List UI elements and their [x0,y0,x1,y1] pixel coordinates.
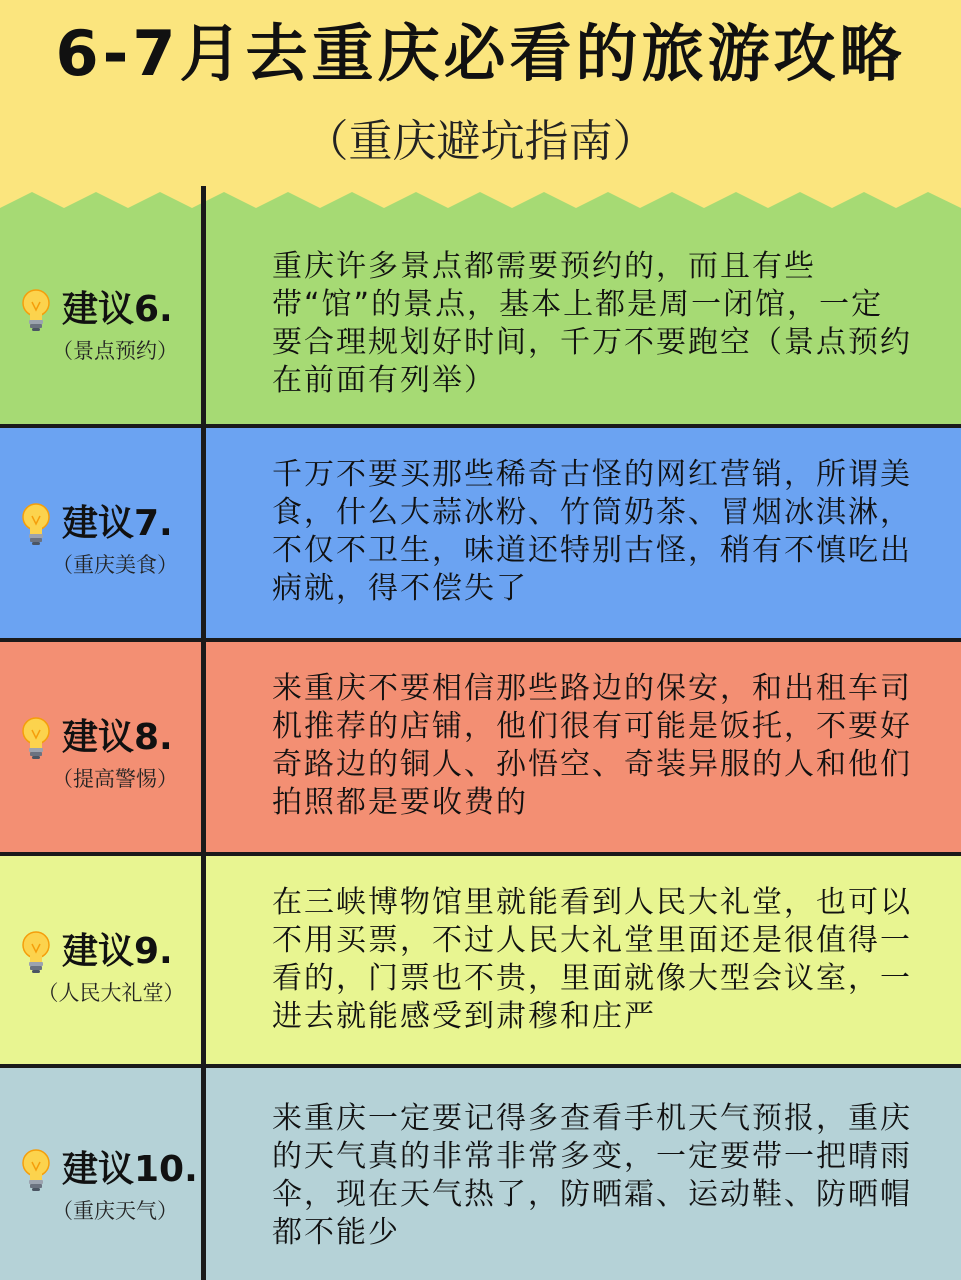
tip-label [0,642,201,852]
tip-row-8 [0,642,961,856]
page-subtitle: （重庆避坑指南） [304,116,657,167]
column-divider [201,186,206,1280]
lightbulb-icon [20,1148,52,1194]
tip-label-title: 建议7. [62,503,173,544]
tip-label-title: 建议6. [62,289,173,330]
tips-list [0,216,961,1280]
tip-label [0,1068,201,1280]
tip-content: 在三峡博物馆里就能看到人民大礼堂，也可以不用买票，不过人民大礼堂里面还是很值得一看的，门票也不贵，里面就像大型会议室，一进去就能感受到肃穆和庄严 [272,885,912,1034]
tip-label-title: 建议8. [62,717,173,758]
tip-row-6 [0,216,961,428]
tip-row-10 [0,1068,961,1280]
page-title: 6-7月去重庆必看的旅游攻略 [55,17,906,90]
tip-content: 来重庆不要相信那些路边的保安，和出租车司机推荐的店铺，他们很有可能是饭托，不要好奇路边的铜人、孙悟空、奇装异服的人和他们拍照都是要收费的 [272,671,912,820]
tip-content: 千万不要买那些稀奇古怪的网红营销，所谓美食，什么大蒜冰粉、竹筒奶茶、冒烟冰淇淋，不仅不卫生，味道还特别古怪，稍有不慎吃出病就，得不偿失了 [272,457,912,606]
tip-content: 重庆许多景点都需要预约的，而且有些带“馆”的景点，基本上都是周一闭馆，一定要合理规划好时间，千万不要跑空（景点预约在前面有列举） [272,249,912,398]
tip-label-title: 建议10. [62,1149,198,1190]
tip-content: 来重庆一定要记得多查看手机天气预报，重庆的天气真的非常非常多变，一定要带一把晴雨伞，现在天气热了，防晒霜、运动鞋、防晒帽都不能少 [272,1101,912,1250]
tip-label-title: 建议9. [62,931,173,972]
tip-label [0,856,201,1064]
tip-label-subtitle: （提高警惕） [52,767,178,791]
tip-label-subtitle: （重庆天气） [52,1199,178,1223]
tip-row-9 [0,856,961,1068]
lightbulb-icon [20,930,52,976]
tip-label [0,428,201,638]
lightbulb-icon [20,716,52,762]
tip-row-7 [0,428,961,642]
lightbulb-icon [20,502,52,548]
tip-label-subtitle: （人民大礼堂） [37,981,185,1005]
lightbulb-icon [20,288,52,334]
tip-label-subtitle: （景点预约） [52,339,178,363]
zigzag-border [0,180,961,220]
tip-label-subtitle: （重庆美食） [52,553,178,577]
tip-label [0,216,201,424]
